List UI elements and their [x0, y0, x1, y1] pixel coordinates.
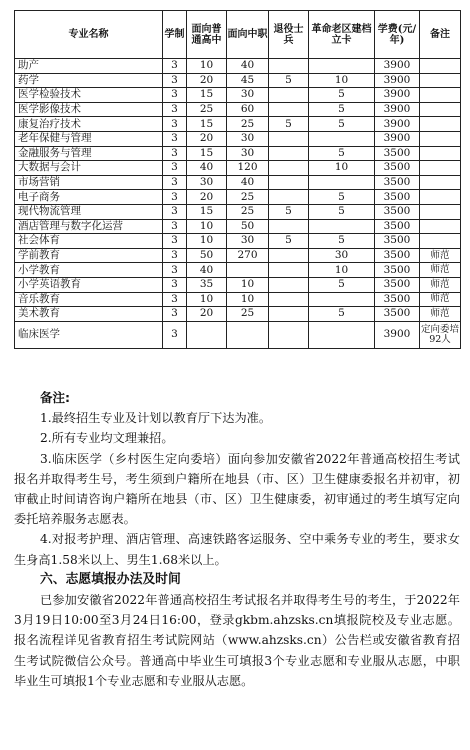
- table-cell: 3900: [375, 117, 420, 132]
- column-header: 退役士兵: [269, 11, 309, 59]
- table-cell: 5: [269, 204, 309, 219]
- major-name-cell: 酒店管理与数字化运营: [15, 219, 163, 234]
- table-row: [15, 307, 461, 322]
- table-cell: [269, 292, 309, 307]
- major-name-cell: 小学英语教育: [15, 277, 163, 292]
- table-cell: [420, 88, 461, 103]
- table-cell: [269, 307, 309, 322]
- table-cell: 10: [227, 277, 269, 292]
- table-cell: 3: [163, 88, 187, 103]
- table-cell: [269, 175, 309, 190]
- table-cell: 3500: [375, 190, 420, 205]
- note-item: 1.最终招生专业及计划以教育厅下达为准。: [40, 411, 272, 426]
- table-row: [15, 321, 461, 348]
- table-cell: 15: [187, 117, 227, 132]
- table-cell: 5: [309, 204, 375, 219]
- table-cell: 3900: [375, 73, 420, 88]
- table-cell: 3: [163, 161, 187, 176]
- table-cell: 3500: [375, 292, 420, 307]
- table-row: [15, 88, 461, 103]
- table-row: [15, 292, 461, 307]
- table-cell: 5: [309, 277, 375, 292]
- table-cell: 3500: [375, 161, 420, 176]
- table-cell: [269, 321, 309, 348]
- table-cell: 45: [227, 73, 269, 88]
- table-cell: [309, 175, 375, 190]
- note-item: 2.所有专业均文理兼招。: [40, 431, 174, 446]
- table-cell: 25: [227, 204, 269, 219]
- table-cell: 5: [309, 88, 375, 103]
- table-cell: [309, 292, 375, 307]
- note-item: 3.临床医学（乡村医生定向委培）面向参加安徽省2022年普通高校招生考试报名并取得考生号，考生须到户籍所在地县（市、区）卫生健康委报名并初审，初审截止时间请咨询户籍所在地县（市、区）卫生健康委，初审通过的考生填写定向委托培养服务志愿表。: [14, 451, 460, 527]
- table-cell: [187, 321, 227, 348]
- table-row: [15, 263, 461, 278]
- table-cell: 270: [227, 248, 269, 263]
- table-cell: 5: [309, 146, 375, 161]
- table-row: [15, 219, 461, 234]
- table-row: [15, 117, 461, 132]
- notes-title: 备注:: [40, 390, 70, 405]
- major-name-cell: 电子商务: [15, 190, 163, 205]
- table-cell: 30: [227, 131, 269, 146]
- table-cell: [309, 59, 375, 74]
- table-cell: 50: [227, 219, 269, 234]
- table-cell: 15: [187, 146, 227, 161]
- table-row: [15, 59, 461, 74]
- table-cell: [269, 161, 309, 176]
- table-cell: 3500: [375, 263, 420, 278]
- table-cell: [420, 59, 461, 74]
- table-cell: 30: [227, 88, 269, 103]
- table-cell: [269, 219, 309, 234]
- table-cell: 10: [187, 234, 227, 249]
- table-cell: 20: [187, 307, 227, 322]
- table-cell: 40: [187, 263, 227, 278]
- notes-section: [14, 388, 460, 691]
- column-header: 面向普通高中: [187, 11, 227, 59]
- table-cell: 20: [187, 73, 227, 88]
- table-cell: 3500: [375, 277, 420, 292]
- major-name-cell: 现代物流管理: [15, 204, 163, 219]
- table-cell: 师范: [420, 277, 461, 292]
- enrollment-table: [14, 10, 461, 349]
- table-cell: 3: [163, 131, 187, 146]
- table-cell: 3900: [375, 88, 420, 103]
- table-cell: 3: [163, 277, 187, 292]
- table-cell: [269, 248, 309, 263]
- table-cell: 3500: [375, 146, 420, 161]
- table-body: [15, 59, 461, 349]
- table-cell: [420, 161, 461, 176]
- table-row: [15, 277, 461, 292]
- major-name-cell: 老年保健与管理: [15, 131, 163, 146]
- table-cell: 3900: [375, 59, 420, 74]
- table-cell: [309, 219, 375, 234]
- table-cell: 3500: [375, 307, 420, 322]
- table-cell: [269, 263, 309, 278]
- table-cell: 师范: [420, 263, 461, 278]
- note-item: 4.对报考护理、酒店管理、高速铁路客运服务、空中乘务专业的考生，要求女生身高1.58米以上、男生1.68米以上。: [14, 532, 460, 567]
- table-cell: [269, 102, 309, 117]
- table-cell: 3500: [375, 204, 420, 219]
- table-cell: 10: [309, 73, 375, 88]
- table-cell: 5: [269, 73, 309, 88]
- major-name-cell: 金融服务与管理: [15, 146, 163, 161]
- table-cell: 师范: [420, 307, 461, 322]
- table-cell: 120: [227, 161, 269, 176]
- table-cell: [420, 175, 461, 190]
- column-header: 学费(元/年): [375, 11, 420, 59]
- table-cell: 3: [163, 175, 187, 190]
- table-cell: [269, 88, 309, 103]
- table-cell: 25: [227, 117, 269, 132]
- table-cell: 3: [163, 234, 187, 249]
- table-cell: [269, 131, 309, 146]
- table-cell: 30: [187, 175, 227, 190]
- table-cell: [420, 131, 461, 146]
- table-cell: 50: [187, 248, 227, 263]
- column-header: 备注: [420, 11, 461, 59]
- column-header: 革命老区建档立卡: [309, 11, 375, 59]
- table-cell: 10: [227, 292, 269, 307]
- column-header: 学制: [163, 11, 187, 59]
- table-cell: 35: [187, 277, 227, 292]
- table-cell: 3900: [375, 321, 420, 348]
- table-cell: [227, 321, 269, 348]
- table-cell: 3: [163, 263, 187, 278]
- table-cell: 5: [309, 234, 375, 249]
- table-cell: 3: [163, 321, 187, 348]
- table-cell: [269, 190, 309, 205]
- table-cell: 20: [187, 190, 227, 205]
- table-cell: 3: [163, 73, 187, 88]
- table-cell: [420, 190, 461, 205]
- table-cell: 5: [309, 190, 375, 205]
- table-cell: [420, 146, 461, 161]
- table-cell: 40: [227, 59, 269, 74]
- table-cell: 25: [227, 307, 269, 322]
- major-name-cell: 音乐教育: [15, 292, 163, 307]
- section-heading: 六、志愿填报办法及时间: [40, 571, 181, 587]
- table-cell: [309, 321, 375, 348]
- table-cell: [420, 73, 461, 88]
- table-cell: 15: [187, 204, 227, 219]
- table-cell: [420, 117, 461, 132]
- major-name-cell: 康复治疗技术: [15, 117, 163, 132]
- table-cell: 3500: [375, 248, 420, 263]
- section-paragraph: 已参加安徽省2022年普通高校招生考试报名并取得考生号的考生，于2022年3月19日10:00至3月24日16:00，登录gkbm.ahzsks.cn填报院校及专业志愿。报名流程详见省教育招生考试院网站（www.ahzsks.cn）公告栏或安徽省教育招生考试院微信公众号。普通高中毕业生可填报3个专业志愿和专业服从志愿，中职毕业生可填报1个专业志愿和专业服从志愿。: [14, 593, 460, 688]
- major-name-cell: 美术教育: [15, 307, 163, 322]
- table-cell: 10: [187, 59, 227, 74]
- table-cell: 3: [163, 59, 187, 74]
- table-cell: 3500: [375, 219, 420, 234]
- table-cell: 20: [187, 131, 227, 146]
- major-name-cell: 医学影像技术: [15, 102, 163, 117]
- major-name-cell: 助产: [15, 59, 163, 74]
- table-cell: 5: [269, 117, 309, 132]
- table-cell: 定向委培92人: [420, 321, 461, 348]
- table-row: [15, 73, 461, 88]
- table-cell: 3: [163, 190, 187, 205]
- major-name-cell: 医学检验技术: [15, 88, 163, 103]
- table-cell: 40: [187, 161, 227, 176]
- table-row: [15, 204, 461, 219]
- major-name-cell: 市场营销: [15, 175, 163, 190]
- column-header: 面向中职: [227, 11, 269, 59]
- table-cell: 3: [163, 307, 187, 322]
- table-cell: [269, 277, 309, 292]
- table-cell: 25: [187, 102, 227, 117]
- table-cell: 师范: [420, 292, 461, 307]
- table-cell: 10: [187, 219, 227, 234]
- table-cell: 5: [309, 117, 375, 132]
- table-cell: 10: [187, 292, 227, 307]
- table-cell: 3: [163, 146, 187, 161]
- table-cell: 15: [187, 88, 227, 103]
- table-cell: 3900: [375, 131, 420, 146]
- table-cell: 3500: [375, 234, 420, 249]
- table-cell: 30: [227, 234, 269, 249]
- table-cell: 师范: [420, 248, 461, 263]
- major-name-cell: 大数据与会计: [15, 161, 163, 176]
- table-cell: [420, 219, 461, 234]
- table-cell: 3500: [375, 175, 420, 190]
- table-row: [15, 102, 461, 117]
- table-row: [15, 161, 461, 176]
- table-row: [15, 131, 461, 146]
- table-row: [15, 146, 461, 161]
- table-header-row: [15, 11, 461, 59]
- table-cell: 5: [309, 102, 375, 117]
- table-row: [15, 234, 461, 249]
- table-cell: 10: [309, 161, 375, 176]
- major-name-cell: 小学教育: [15, 263, 163, 278]
- table-cell: 3: [163, 292, 187, 307]
- major-name-cell: 药学: [15, 73, 163, 88]
- table-cell: [227, 263, 269, 278]
- table-cell: 3: [163, 102, 187, 117]
- column-header: 专业名称: [15, 11, 163, 59]
- table-cell: 25: [227, 190, 269, 205]
- table-cell: 60: [227, 102, 269, 117]
- table-cell: 5: [269, 234, 309, 249]
- table-cell: 30: [309, 248, 375, 263]
- major-name-cell: 学前教育: [15, 248, 163, 263]
- table-cell: 5: [309, 307, 375, 322]
- major-name-cell: 临床医学: [15, 321, 163, 348]
- table-cell: 3900: [375, 102, 420, 117]
- table-cell: 30: [227, 146, 269, 161]
- table-cell: [420, 204, 461, 219]
- table-cell: [269, 146, 309, 161]
- table-cell: [420, 234, 461, 249]
- table-cell: 3: [163, 204, 187, 219]
- table-cell: 10: [309, 263, 375, 278]
- table-cell: [420, 102, 461, 117]
- table-cell: [269, 59, 309, 74]
- table-row: [15, 175, 461, 190]
- table-row: [15, 190, 461, 205]
- table-cell: 3: [163, 219, 187, 234]
- table-cell: 3: [163, 117, 187, 132]
- table-cell: 3: [163, 248, 187, 263]
- table-cell: [309, 131, 375, 146]
- major-name-cell: 社会体育: [15, 234, 163, 249]
- table-cell: 40: [227, 175, 269, 190]
- table-row: [15, 248, 461, 263]
